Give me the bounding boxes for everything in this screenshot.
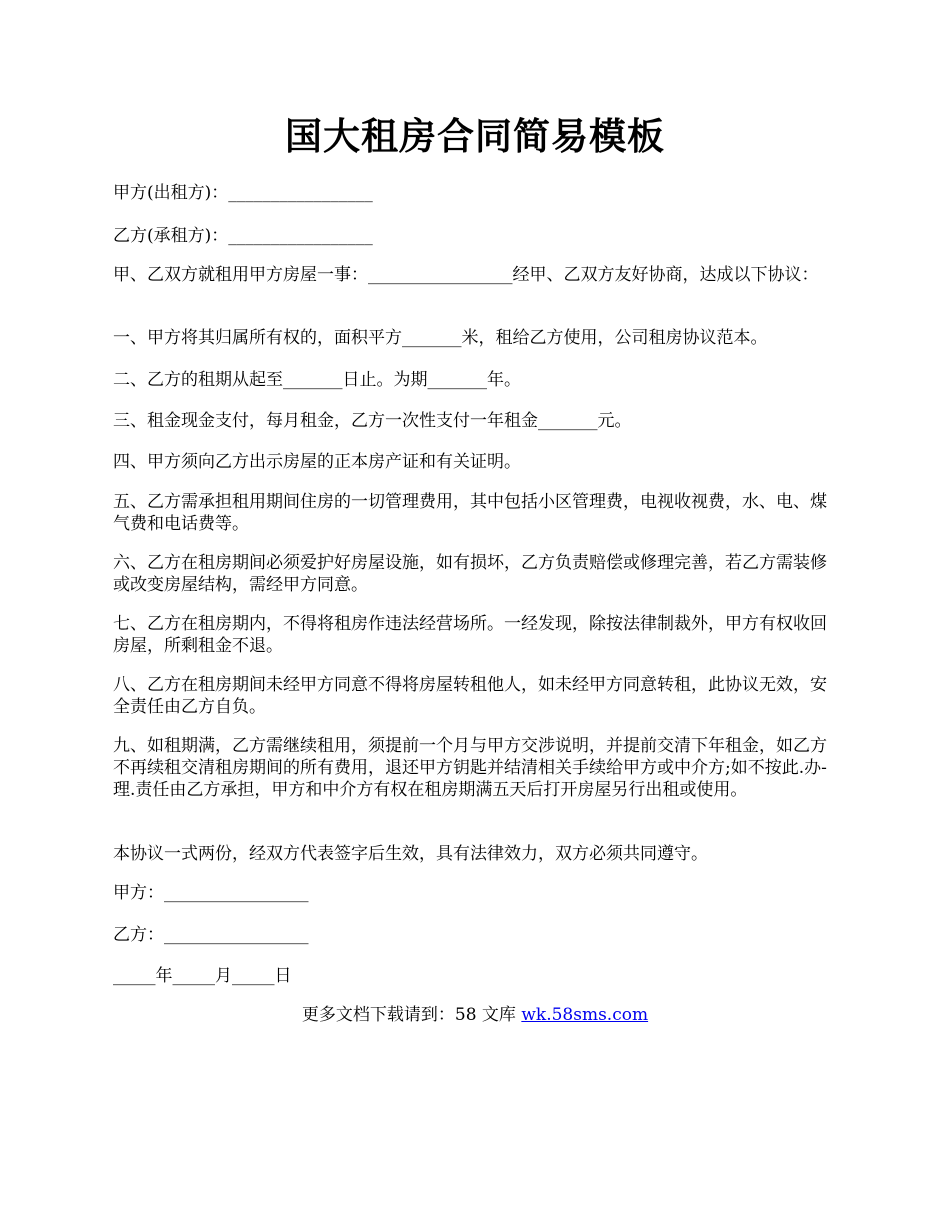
closing-paragraph: 本协议一式两份，经双方代表签字后生效，具有法律效力，双方必须共同遵守。 [113, 844, 708, 864]
footer-text: 更多文档下载请到：58 文库 [301, 1005, 522, 1025]
footer-link[interactable]: wk.58sms.com [521, 1005, 649, 1025]
party-a-line: 甲方(出租方)：_________________ [113, 183, 373, 203]
date-line: _____年_____月_____日 [113, 966, 292, 986]
document-title: 国大租房合同简易模板 [285, 114, 665, 158]
clause-3: 三、租金现金支付，每月租金，乙方一次性支付一年租金_______元。 [113, 411, 632, 431]
clause-8: 八、乙方在租房期间未经甲方同意不得将房屋转租他人，如未经甲方同意转租，此协议无效，安全责任由乙方自负。 [113, 675, 827, 717]
intro-paragraph: 甲、乙双方就租用甲方房屋一事：_________________经甲、乙双方友好协商，达成以下协议： [113, 265, 819, 285]
clause-5: 五、乙方需承担租用期间住房的一切管理费用，其中包括小区管理费，电视收视费，水、电、煤气费和电话费等。 [113, 492, 827, 534]
clause-9: 九、如租期满，乙方需继续租用，须提前一个月与甲方交涉说明，并提前交清下年租金，如乙方不再续租交清租房期间的所有费用，退还甲方钥匙并结清相关手续给甲方或中介方;如不按此.办-理.责任由乙方承担，甲方和中介方有权在租房期满五天后打开房屋另行出租或使用。 [113, 736, 827, 800]
signature-party-b: 乙方：_________________ [113, 925, 309, 945]
signature-party-a: 甲方：_________________ [113, 883, 309, 903]
clause-6: 六、乙方在租房期间必须爱护好房屋设施，如有损坏，乙方负责赔偿或修理完善，若乙方需装修或改变房屋结构，需经甲方同意。 [113, 553, 827, 595]
clause-1: 一、甲方将其归属所有权的，面积平方_______米，租给乙方使用，公司租房协议范本。 [113, 328, 768, 348]
clause-4: 四、甲方须向乙方出示房屋的正本房产证和有关证明。 [113, 452, 521, 472]
clause-2: 二、乙方的租期从起至_______日止。为期_______年。 [113, 370, 521, 390]
clause-7: 七、乙方在租房期内，不得将租房作违法经营场所。一经发现，除按法律制裁外，甲方有权收回房屋，所剩租金不退。 [113, 614, 827, 656]
party-b-line: 乙方(承租方)：_________________ [113, 226, 373, 246]
footer [0, 1004, 950, 1026]
